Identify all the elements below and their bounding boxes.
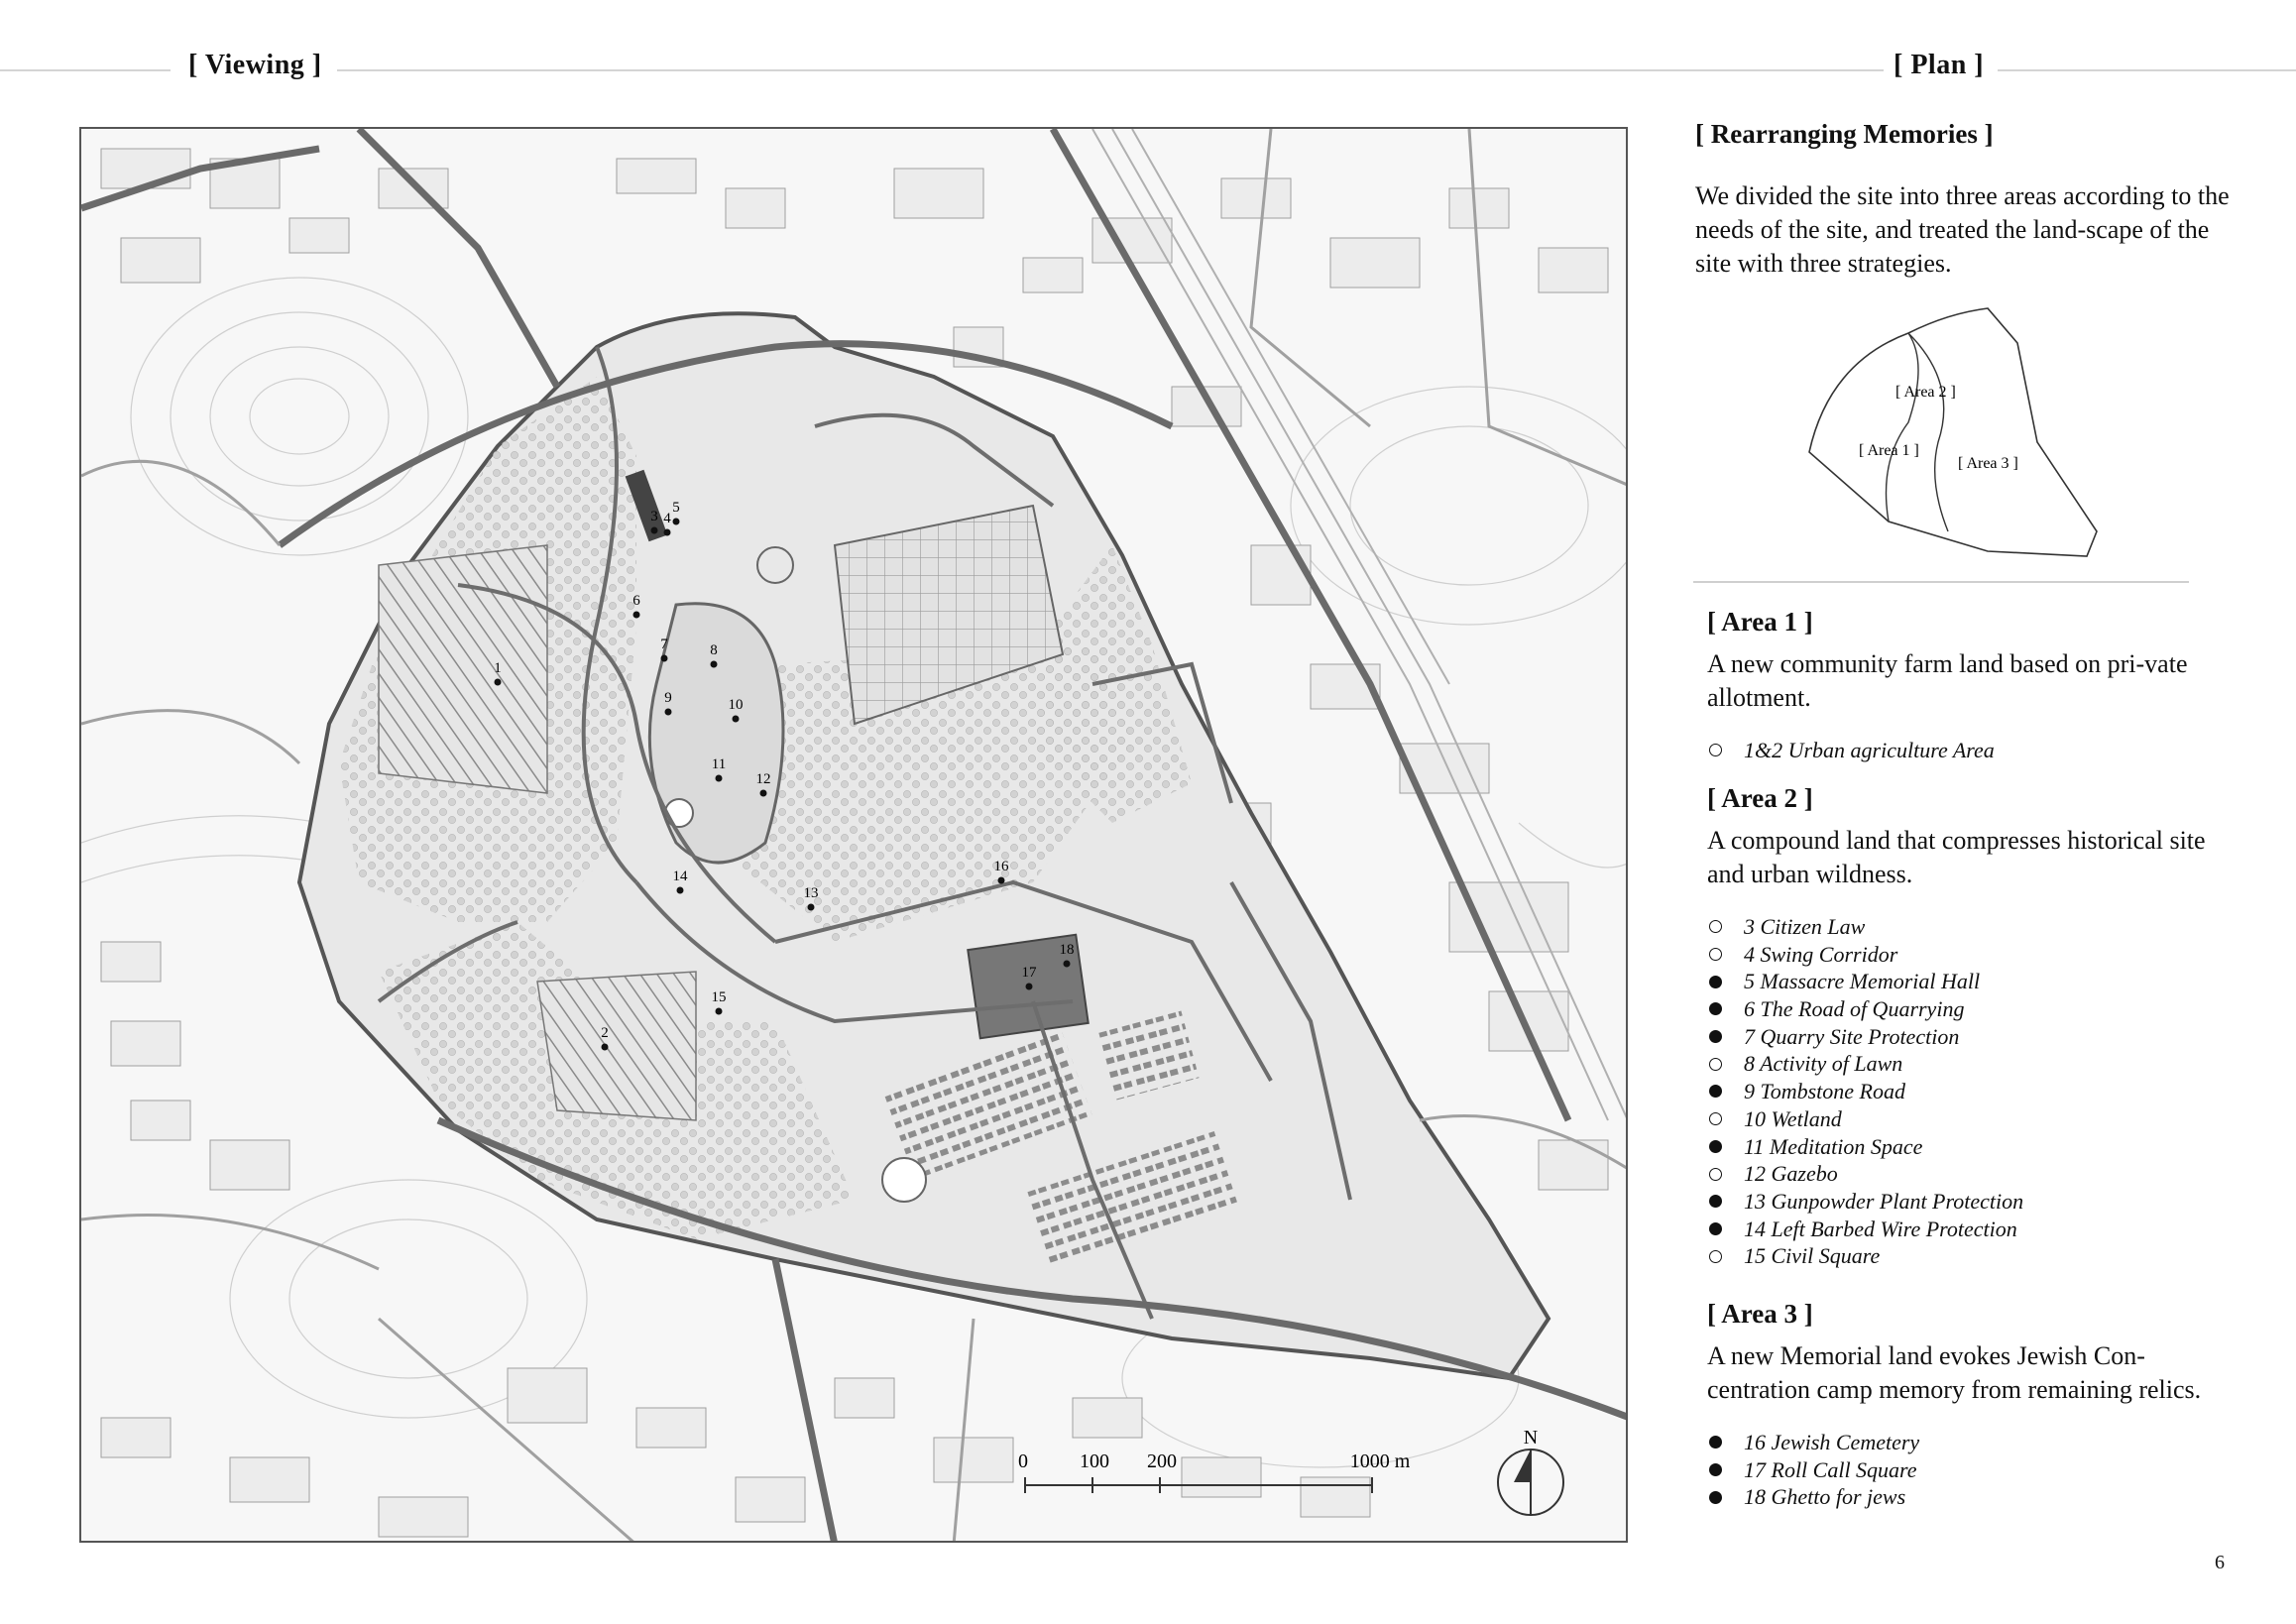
site-marker-dot — [665, 709, 672, 716]
filled-dot-icon — [1709, 1491, 1722, 1504]
area-divider-2 — [1908, 333, 1948, 531]
area-1-block — [1695, 607, 2231, 764]
plan-label: [ Plan ] — [1894, 50, 1985, 80]
legend-item-label: 10 Wetland — [1744, 1105, 1842, 1131]
site-plan-map — [79, 127, 1628, 1543]
mini-area-2-label: [ Area 2 ] — [1895, 384, 1956, 401]
legend-item-label: 9 Tombstone Road — [1744, 1079, 1905, 1104]
site-marker-dot — [673, 519, 680, 525]
hollow-dot-icon — [1709, 1250, 1722, 1263]
area-diagram-outline — [1809, 308, 2097, 556]
site-marker-dot — [651, 527, 658, 534]
legend-item-label: 18 Ghetto for jews — [1744, 1484, 1906, 1510]
site-marker-label: 5 — [672, 500, 680, 516]
legend-item-label: 3 Citizen Law — [1744, 914, 1866, 939]
legend-item-label: 11 Meditation Space — [1744, 1133, 1923, 1159]
site-marker-dot — [602, 1044, 609, 1051]
scale-label-0: 0 — [1018, 1450, 1028, 1472]
legend-item-label: 13 Gunpowder Plant Protection — [1744, 1188, 2024, 1214]
site-marker-label: 15 — [711, 989, 727, 1005]
legend-item — [1709, 1133, 2231, 1161]
legend-item — [1709, 1242, 2231, 1270]
site-marker-label: 17 — [1021, 965, 1037, 981]
legend-item-label: 8 Activity of Lawn — [1744, 1051, 1903, 1077]
site-marker-label: 14 — [672, 869, 688, 884]
header-rule-left — [0, 69, 171, 71]
intro-paragraph: We divided the site into three areas according to the needs of the site, and treated the land-scape of the site with three strategies. — [1695, 181, 2230, 278]
filled-dot-icon — [1709, 1195, 1722, 1208]
hollow-dot-icon — [1709, 744, 1722, 756]
site-marker-dot — [716, 1008, 723, 1015]
site-marker-dot — [733, 716, 740, 723]
site-marker-label: 2 — [601, 1025, 609, 1041]
site-marker-label: 13 — [803, 885, 819, 901]
area-2-block — [1695, 783, 2231, 1270]
hollow-dot-icon — [1709, 1112, 1722, 1125]
legend-item-label: 15 Civil Square — [1744, 1243, 1881, 1269]
area-divider-1 — [1887, 333, 1919, 522]
site-marker-label: 7 — [660, 637, 668, 652]
legend-item — [1709, 1078, 2231, 1105]
area-2-title: [ Area 2 ] — [1707, 783, 1813, 813]
area-1-title: [ Area 1 ] — [1707, 607, 1813, 637]
hollow-dot-icon — [1709, 948, 1722, 961]
allotment-area-1 — [379, 545, 547, 793]
filled-dot-icon — [1709, 1085, 1722, 1098]
site-marker-label: 6 — [632, 593, 640, 609]
legend-item-label: 4 Swing Corridor — [1744, 941, 1898, 967]
section-divider — [1693, 581, 2189, 583]
allotment-area-2 — [537, 972, 696, 1120]
north-label: N — [1523, 1427, 1539, 1449]
site-marker-dot — [664, 529, 671, 536]
civil-square-circle — [882, 1158, 926, 1202]
legend-item-label: 1&2 Urban agriculture Area — [1744, 738, 1995, 762]
header-rule-right — [1998, 69, 2296, 71]
site-marker-label: 3 — [650, 509, 658, 524]
site-marker-label: 1 — [494, 660, 502, 676]
site-marker-label: 11 — [711, 756, 727, 772]
area-3-legend — [1709, 1429, 2231, 1511]
site-marker-dot — [998, 877, 1005, 884]
filled-dot-icon — [1709, 1222, 1722, 1235]
north-arrow — [1498, 1427, 1563, 1515]
viewing-label: [ Viewing ] — [188, 50, 322, 80]
site-marker-dot — [495, 679, 502, 686]
area-diagram — [1789, 303, 2107, 571]
area-1-legend — [1709, 737, 2231, 764]
plan-text-panel — [1695, 119, 2231, 281]
legend-item — [1709, 1105, 2231, 1133]
legend-item — [1709, 1050, 2231, 1078]
hollow-dot-icon — [1709, 1058, 1722, 1071]
area-3-description: A new Memorial land evokes Jewish Con-centration camp memory from remaining relics. — [1707, 1341, 2202, 1404]
section-title: [ Rearranging Memories ] — [1695, 119, 1994, 149]
site-marker-label: 18 — [1059, 942, 1075, 958]
legend-item-label: 5 Massacre Memorial Hall — [1744, 969, 1981, 994]
site-plan-drawing — [81, 129, 1628, 1543]
legend-item — [1709, 1483, 2231, 1511]
mini-area-3-label: [ Area 3 ] — [1958, 455, 2018, 472]
legend-item-label: 7 Quarry Site Protection — [1744, 1023, 1960, 1049]
area-3-block — [1695, 1299, 2231, 1511]
filled-dot-icon — [1709, 1030, 1722, 1043]
header-rule-middle — [337, 69, 1884, 71]
site-marker-dot — [1026, 984, 1033, 990]
site-marker-dot — [677, 887, 684, 894]
legend-item — [1709, 1023, 2231, 1051]
site-marker-dot — [760, 790, 767, 797]
site-marker-dot — [716, 775, 723, 782]
legend-item-label: 12 Gazebo — [1744, 1161, 1838, 1187]
filled-dot-icon — [1709, 976, 1722, 988]
scale-label-200: 200 — [1147, 1450, 1177, 1472]
legend-item — [1709, 913, 2231, 941]
site-marker-label: 12 — [755, 771, 771, 787]
site-marker-dot — [633, 612, 640, 619]
scale-label-1000: 1000 m — [1349, 1450, 1411, 1472]
filled-dot-icon — [1709, 1002, 1722, 1015]
legend-item — [1709, 968, 2231, 995]
legend-item-label: 6 The Road of Quarrying — [1744, 996, 1965, 1022]
hollow-dot-icon — [1709, 1168, 1722, 1181]
scale-label-100: 100 — [1080, 1450, 1109, 1472]
legend-item — [1709, 1456, 2231, 1484]
site-marker-label: 4 — [663, 511, 671, 526]
legend-item-label: 17 Roll Call Square — [1744, 1456, 1917, 1482]
site-marker-dot — [661, 655, 668, 662]
site-marker-dot — [1064, 961, 1071, 968]
site-marker-label: 16 — [993, 859, 1009, 874]
filled-dot-icon — [1709, 1140, 1722, 1153]
legend-item — [1709, 941, 2231, 969]
legend-item — [1709, 1216, 2231, 1243]
hollow-dot-icon — [1709, 920, 1722, 933]
legend-item — [1709, 1429, 2231, 1456]
site-marker-label: 8 — [710, 642, 718, 658]
filled-dot-icon — [1709, 1436, 1722, 1449]
mini-area-1-label: [ Area 1 ] — [1859, 442, 1919, 459]
filled-dot-icon — [1709, 1463, 1722, 1476]
legend-item-label: 16 Jewish Cemetery — [1744, 1430, 1920, 1454]
area-3-title: [ Area 3 ] — [1707, 1299, 1813, 1329]
area-2-legend — [1709, 913, 2231, 1270]
legend-item — [1709, 1188, 2231, 1216]
site-marker-label: 9 — [664, 690, 672, 706]
site-marker-dot — [808, 904, 815, 911]
site-marker-dot — [711, 661, 718, 668]
area-1-description: A new community farm land based on pri-vate allotment. — [1707, 649, 2188, 712]
gazebo-circle — [665, 799, 693, 827]
area-2-description: A compound land that compresses historical site and urban wildness. — [1707, 826, 2206, 888]
legend-item — [1709, 737, 2231, 764]
legend-item — [1709, 995, 2231, 1023]
page-number: 6 — [2215, 1552, 2225, 1573]
legend-item — [1709, 1160, 2231, 1188]
legend-item-label: 14 Left Barbed Wire Protection — [1744, 1216, 2017, 1241]
site-marker-label: 10 — [728, 697, 744, 713]
